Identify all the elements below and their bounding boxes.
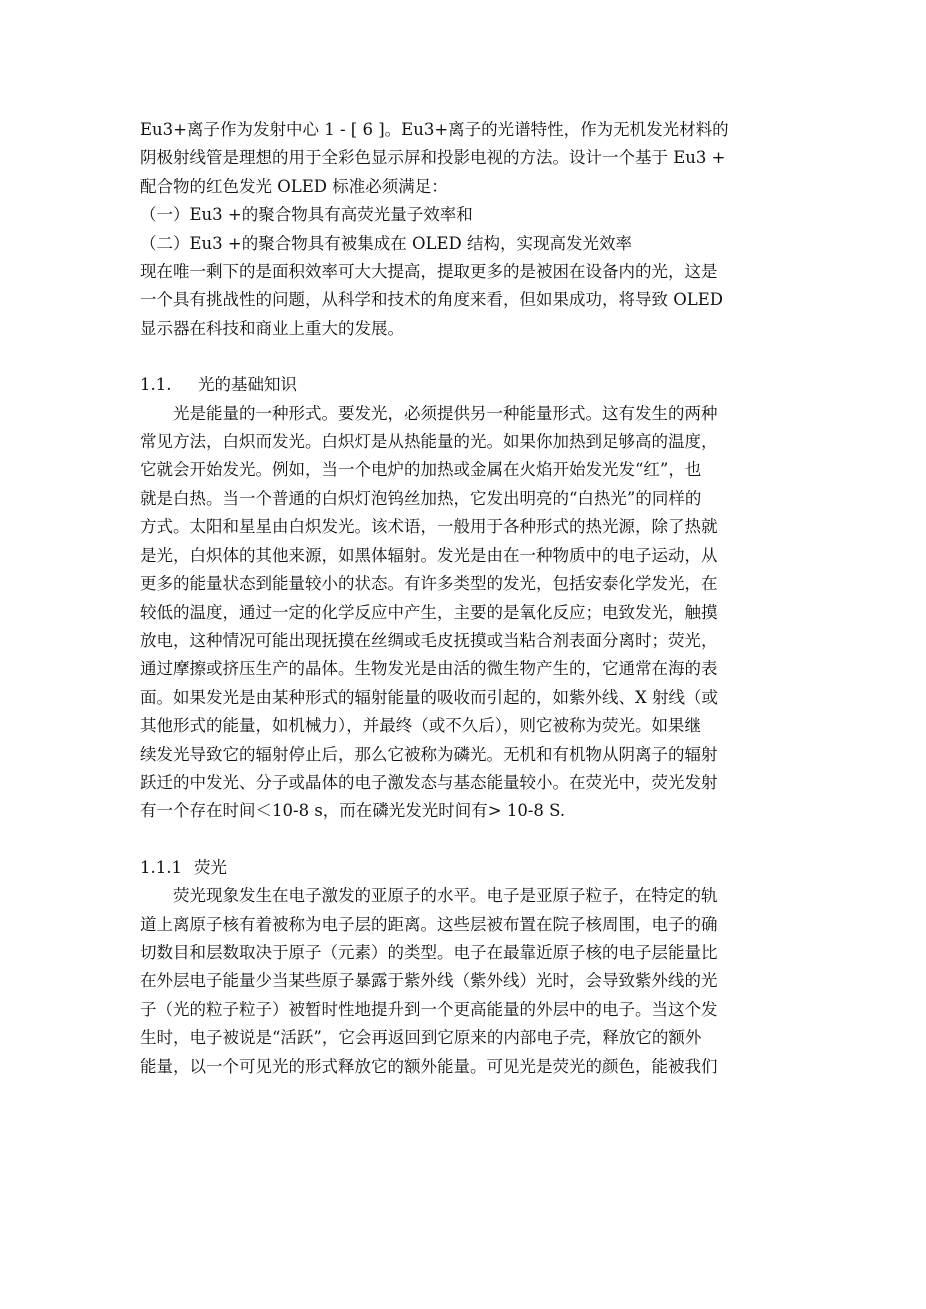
text-line: 更多的能量状态到能量较小的状态。有许多类型的发光，包括安泰化学发光，在 (140, 574, 718, 594)
section-heading-1-1 (140, 371, 790, 399)
text-line: 续发光导致它的辐射停止后，那么它被称为磷光。无机和有机物从阴离子的辐射 (140, 744, 718, 764)
text-line: 常见方法，白炽而发光。白炽灯是从热能量的光。如果你加热到足够高的温度， (140, 432, 718, 452)
text-line: 较低的温度，通过一定的化学反应中产生，主要的是氧化反应；电致发光，触摸 (140, 602, 718, 622)
criteria-list (140, 201, 790, 258)
criteria-item: （一）Eu3 +的聚合物具有高荧光量子效率和 (140, 205, 473, 225)
text-line: 生时，电子被说是“活跃”，它会再返回到它原来的内部电子壳，释放它的额外 (140, 1028, 702, 1048)
text-line: 配合物的红色发光 OLED 标准必须满足： (140, 176, 448, 196)
text-line: 能量，以一个可见光的形式释放它的额外能量。可见光是荧光的颜色，能被我们 (140, 1056, 718, 1076)
text-line: 面。如果发光是由某种形式的辐射能量的吸收而引起的，如紫外线、X 射线（或 (140, 687, 718, 707)
text-line: 显示器在科技和商业上重大的发展。 (140, 318, 404, 338)
section-spacer (140, 343, 790, 371)
text-line: 现在唯一剩下的是面积效率可大大提高，提取更多的是被困在设备内的光，这是 (140, 262, 718, 282)
text-line: 道上离原子核有着被称为电子层的距离。这些层被布置在院子核周围，电子的确 (140, 914, 718, 934)
text-line: 是光，白炽体的其他来源，如黑体辐射。发光是由在一种物质中的电子运动，从 (140, 545, 718, 565)
section-heading-1-1-1 (140, 854, 790, 882)
text-line: 通过摩擦或挤压生产的晶体。生物发光是由活的微生物产生的，它通常在海的表 (140, 659, 718, 679)
text-line: 切数目和层数取决于原子（元素）的类型。电子在最靠近原子核的电子层能量比 (140, 942, 718, 962)
text-line: 阴极射线管是理想的用于全彩色显示屏和投影电视的方法。设计一个基于 Eu3 + (140, 148, 726, 168)
criteria-item: （二）Eu3 +的聚合物具有被集成在 OLED 结构，实现高发光效率 (140, 233, 632, 253)
section-title: 荧光 (194, 857, 227, 877)
text-line: 在外层电子能量少当某些原子暴露于紫外线（紫外线）光时，会导致紫外线的光 (140, 971, 718, 991)
summary-paragraph (140, 258, 790, 343)
text-line: 方式。太阳和星星由白炽发光。该术语，一般用于各种形式的热光源，除了热就 (140, 517, 718, 537)
section-number: 1.1. (140, 375, 172, 395)
text-line: 它就会开始发光。例如，当一个电炉的加热或金属在火焰开始发光发“红”，也 (140, 460, 702, 480)
text-line: 光是能量的一种形式。要发光，必须提供另一种能量形式。这有发生的两种 (173, 403, 718, 423)
text-line: Eu3+离子作为发射中心 1 - [ 6 ]。Eu3+离子的光谱特性，作为无机发光材料的 (140, 120, 729, 139)
text-line: 跃迁的中发光、分子或晶体的电子激发态与基态能量较小。在荧光中，荧光发射 (140, 772, 718, 792)
text-line: 放电，这种情况可能出现抚摸在丝绸或毛皮抚摸或当粘合剂表面分离时；荧光， (140, 630, 718, 650)
text-line: 子（光的粒子粒子）被暂时性地提升到一个更高能量的外层中的电子。当这个发 (140, 999, 718, 1019)
text-line: 一个具有挑战性的问题，从科学和技术的角度来看，但如果成功，将导致 OLED (140, 290, 724, 310)
intro-paragraph (140, 116, 790, 201)
section-spacer (140, 826, 790, 854)
section-title: 光的基础知识 (198, 375, 297, 395)
text-line: 其他形式的能量，如机械力），并最终（或不久后），则它被称为荧光。如果继 (140, 716, 701, 736)
section-1-1-1-paragraph (140, 882, 790, 1081)
text-line: 有一个存在时间＜10-8 s，而在磷光发光时间有> 10-8 S. (140, 801, 566, 821)
section-number: 1.1.1 (140, 857, 182, 877)
text-line: 就是白热。当一个普通的白炽灯泡钨丝加热，它发出明亮的“白热光”的同样的 (140, 488, 702, 508)
document-body (140, 116, 790, 1081)
text-line: 荧光现象发生在电子激发的亚原子的水平。电子是亚原子粒子，在特定的轨 (173, 886, 718, 906)
section-1-1-paragraph (140, 400, 790, 826)
